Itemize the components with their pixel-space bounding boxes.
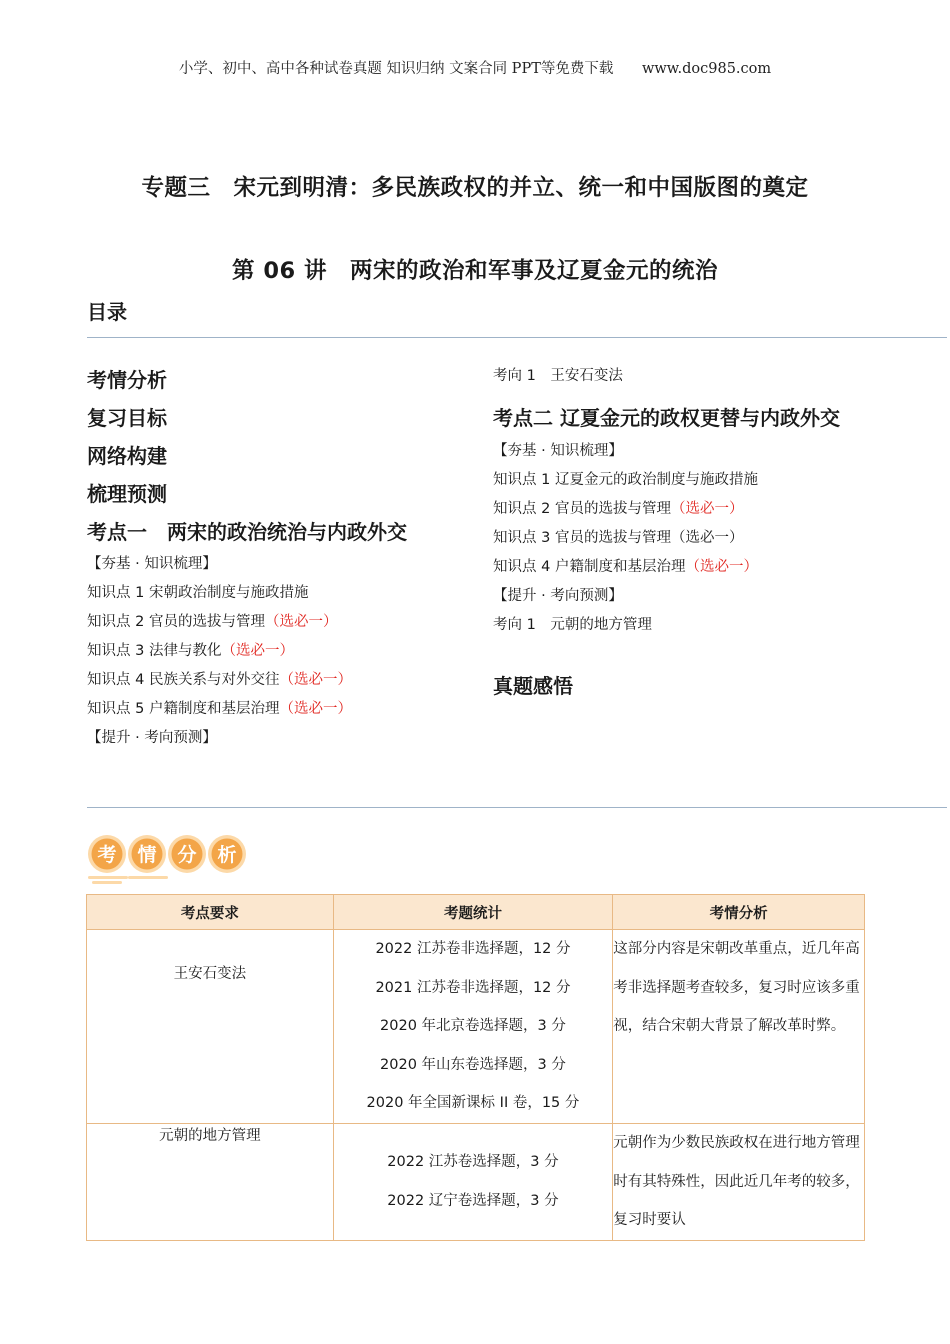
table-header-row <box>87 895 865 930</box>
header-text: 小学、初中、高中各种试卷真题 知识归纳 文案合同 PPT等免费下载 <box>178 61 614 77</box>
stats-cell <box>333 930 613 1124</box>
toc-link-zhenti[interactable]: 真题感悟 <box>493 674 573 698</box>
toc-item-tag: （选必一） <box>264 614 338 630</box>
toc-right-column <box>493 362 873 705</box>
table-header-cell: 考情分析 <box>613 895 865 930</box>
toc-item-text: 知识点 3 法律与教化 <box>87 643 222 659</box>
toc-item-tag: （选必一） <box>221 643 294 659</box>
toc-bottom-divider <box>87 807 947 808</box>
toc-top-divider <box>87 337 947 338</box>
analysis-cell: 元朝作为少数民族政权在进行地方管理时有其特殊性，因此近几年考的较多，复习时要认 <box>613 1124 865 1241</box>
toc-item-tag: （选必一） <box>685 559 758 575</box>
topic-cell: 王安石变法 <box>87 930 334 1124</box>
toc-link-kaoqing[interactable]: 考情分析 <box>87 368 167 392</box>
badge-circle <box>208 835 246 873</box>
stat-line: 2022 辽宁卷选择题，3 分 <box>387 1192 559 1209</box>
toc-item-kaoxiang[interactable]: 考向 1 元朝的地方管理 <box>493 617 652 633</box>
toc-link-wangluo[interactable]: 网络构建 <box>87 444 167 468</box>
badge-circle <box>128 835 166 873</box>
toc-item[interactable] <box>493 466 873 495</box>
toc-item[interactable] <box>493 495 873 524</box>
toc-item-text: 知识点 4 民族关系与对外交往 <box>87 672 280 688</box>
toc-item[interactable] <box>87 608 467 637</box>
toc-item-tag: （选必一） <box>279 701 352 717</box>
stat-line: 2021 江苏卷非选择题，12 分 <box>375 979 571 996</box>
toc-item-tag: （选必一） <box>279 672 352 688</box>
stats-cell <box>333 1124 613 1241</box>
toc-item[interactable] <box>87 666 467 695</box>
toc-item-text: 知识点 1 宋朝政治制度与施政措施 <box>87 585 309 601</box>
badge-char: 分 <box>177 844 197 866</box>
toc-link-kaodian-2[interactable]: 考点二 辽夏金元的政权更替与内政外交 <box>493 406 840 430</box>
toc-item-text: 知识点 4 户籍制度和基层治理 <box>493 559 686 575</box>
toc-item[interactable] <box>493 553 873 582</box>
toc-item[interactable] <box>493 524 873 553</box>
toc-link-kaodian-1[interactable]: 考点一 两宋的政治统治与内政外交 <box>87 520 407 544</box>
stat-line: 2020 年北京卷选择题，3 分 <box>380 1018 566 1034</box>
toc-item-text: 知识点 1 辽夏金元的政治制度与施政措施 <box>493 472 758 488</box>
badge-underline <box>88 876 168 884</box>
toc-item-text: 知识点 2 官员的选拔与管理 <box>87 614 265 630</box>
stat-line: 2020 年山东卷选择题，3 分 <box>380 1056 566 1073</box>
badge-circle <box>168 835 206 873</box>
stat-line: 2022 江苏卷非选择题，12 分 <box>375 941 571 957</box>
toc-item-text: 知识点 3 官员的选拔与管理（选必一） <box>493 530 744 546</box>
badge-char: 考 <box>97 844 117 866</box>
toc-link-shuli[interactable]: 梳理预测 <box>87 482 167 506</box>
badge-circle <box>88 835 126 873</box>
table-row <box>87 1124 865 1241</box>
badge-char: 析 <box>217 844 237 866</box>
stat-line: 2022 江苏卷选择题，3 分 <box>387 1154 559 1171</box>
table-header-cell: 考题统计 <box>333 895 613 930</box>
badge-char: 情 <box>137 844 157 866</box>
header-url[interactable]: www.doc985.com <box>641 61 772 77</box>
toc-section-tisheng[interactable]: 【提升 · 考向预测】 <box>493 588 623 604</box>
toc-section-jichu[interactable]: 【夯基 · 知识梳理】 <box>493 443 623 459</box>
table-header-cell: 考点要求 <box>87 895 334 930</box>
topic-title: 专题三 宋元到明清：多民族政权的并立、统一和中国版图的奠定 <box>141 175 809 201</box>
lecture-title: 第 06 讲 两宋的政治和军事及辽夏金元的统治 <box>232 258 718 284</box>
exam-analysis-table <box>86 894 865 1241</box>
topic-cell: 元朝的地方管理 <box>87 1124 334 1241</box>
stat-line: 2020 年全国新课标 II 卷，15 分 <box>366 1095 580 1111</box>
toc-item[interactable] <box>87 695 467 724</box>
toc-heading: 目录 <box>87 300 127 324</box>
toc-section-tisheng[interactable]: 【提升 · 考向预测】 <box>87 730 217 746</box>
toc-item-kaoxiang[interactable]: 考向 1 王安石变法 <box>493 368 623 384</box>
toc-item-text: 知识点 2 官员的选拔与管理 <box>493 501 671 517</box>
section-badge <box>86 830 248 886</box>
table-row <box>87 930 865 1124</box>
toc-item-text: 知识点 5 户籍制度和基层治理 <box>87 701 280 717</box>
toc-section-jichu[interactable]: 【夯基 · 知识梳理】 <box>87 556 217 572</box>
toc-item-tag: （选必一） <box>670 501 744 517</box>
toc-item[interactable] <box>87 579 467 608</box>
analysis-cell: 这部分内容是宋朝改革重点，近几年高考非选择题考查较多，复习时应该多重视，结合宋朝大背景了解改革时弊。 <box>613 930 865 1124</box>
toc-left-column <box>87 361 467 753</box>
toc-item[interactable] <box>87 637 467 666</box>
toc-link-fuxi[interactable]: 复习目标 <box>87 406 167 430</box>
page-header <box>0 57 950 78</box>
